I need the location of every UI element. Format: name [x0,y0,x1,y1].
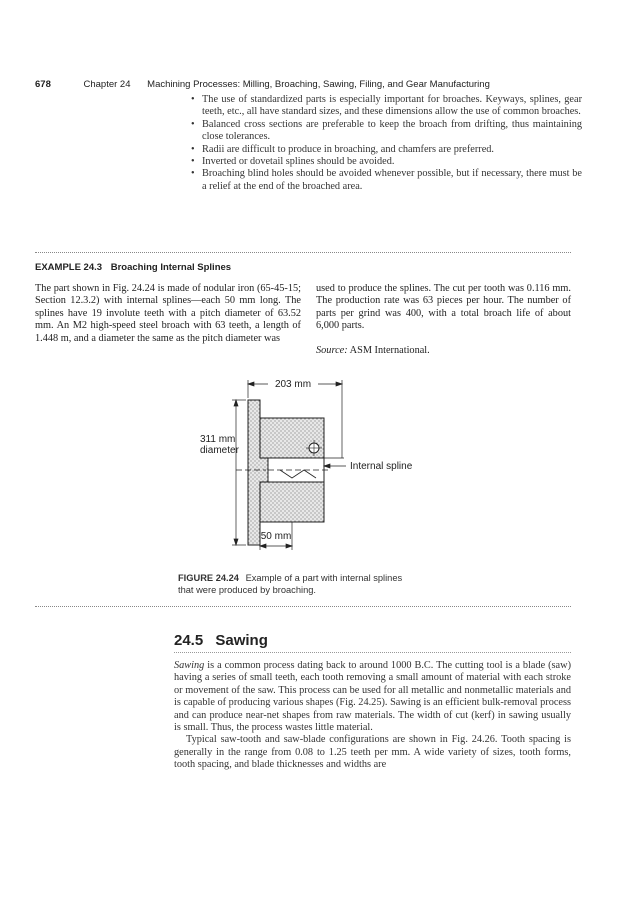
chapter-label: Chapter 24 [83,79,131,90]
example-label: EXAMPLE 24.3 [35,262,103,273]
section-title: Sawing [215,632,268,649]
paragraph: Typical saw-tooth and saw-blade configurations are shown in Fig. 24.26. Tooth spacing is generally in the range from 0.08 to 1.25 teeth per mm. A wide variety of sizes, tooth forms, tooth spacing, and blade thicknesses and widths are [174,734,571,771]
dim-bottom-label: 50 mm [260,531,292,542]
example-left-text: The part shown in Fig. 24.24 is made of nodular iron (65-45-15; Section 12.3.2) with internal splines—each 50 mm long. The splines have 19 involute teeth with a pitch diameter of 63.52 mm. An M2 high-speed steel broach with 63 teeth, a length of 1.448 m, and a diameter the same as the pitch diameter was [35,283,301,344]
example-bottom-rule [35,606,571,607]
paragraph [174,660,571,734]
caption-text: Example of a part with internal splines that were produced by broaching. [178,573,403,595]
dim-diameter-label-2: diameter [200,445,239,456]
list-item: • Broaching blind holes should be avoided whenever possible, but if necessary, there must be a relief at the end of the broached area. [202,168,582,193]
list-item: • Balanced cross sections are preferable to keep the broach from drifting, thus maintaining close tolerances. [202,119,582,144]
example-top-rule [35,252,571,253]
dim-diameter-label-1: 311 mm [200,434,236,445]
list-item: • The use of standardized parts is especially important for broaches. Keyways, splines, gear teeth, etc., all have standard sizes, and these dimensions allow the use of common broaches. [202,94,582,119]
section-rule [174,652,571,653]
example-right-text: used to produce the splines. The cut per tooth was 0.116 mm. The production rate was 63 pieces per hour. The number of parts per grind was 400, with a total broach life of about 6,000 parts. [316,283,571,332]
example-source [316,345,571,357]
section-heading [174,632,268,649]
part-diagram [196,370,456,560]
source-label: Source: [316,344,348,356]
example-right-column [316,283,571,357]
list-item: • Radii are difficult to produce in broaching, and chamfers are preferred. [202,144,582,156]
internal-spline-label: Internal spline [350,461,413,472]
example-title: Broaching Internal Splines [110,262,232,273]
running-head [35,79,490,90]
example-heading [35,262,231,273]
figure-24-24 [196,370,456,560]
list-item: • Inverted or dovetail splines should be avoided. [202,156,582,168]
dim-top-label: 203 mm [274,379,312,390]
lead-term: Sawing [174,660,205,671]
caption-label: FIGURE 24.24 [178,573,239,583]
page-number: 678 [35,79,51,90]
section-body [174,660,571,772]
chapter-title: Machining Processes: Milling, Broaching, Sawing, Filing, and Gear Manufacturing [147,79,490,90]
paragraph-text: is a common process dating back to around 1000 B.C. The cutting tool is a blade (saw) having a series of small teeth, each tooth removing a small amount of material with each stroke or movement of the saw. This process can be used for all metallic and nonmetallic materials and is capable of producing various shapes (Fig. 24.25). Sawing is an efficient bulk-removal process and can produce near-net shapes from raw materials. The width of cut (kerf) in sawing usually is small. Thus, the process wastes little material. [174,660,571,734]
figure-caption [178,573,408,596]
section-number: 24.5 [174,632,204,649]
guideline-list [190,94,582,193]
source-value: ASM International. [349,344,430,356]
example-left-column [35,283,301,345]
